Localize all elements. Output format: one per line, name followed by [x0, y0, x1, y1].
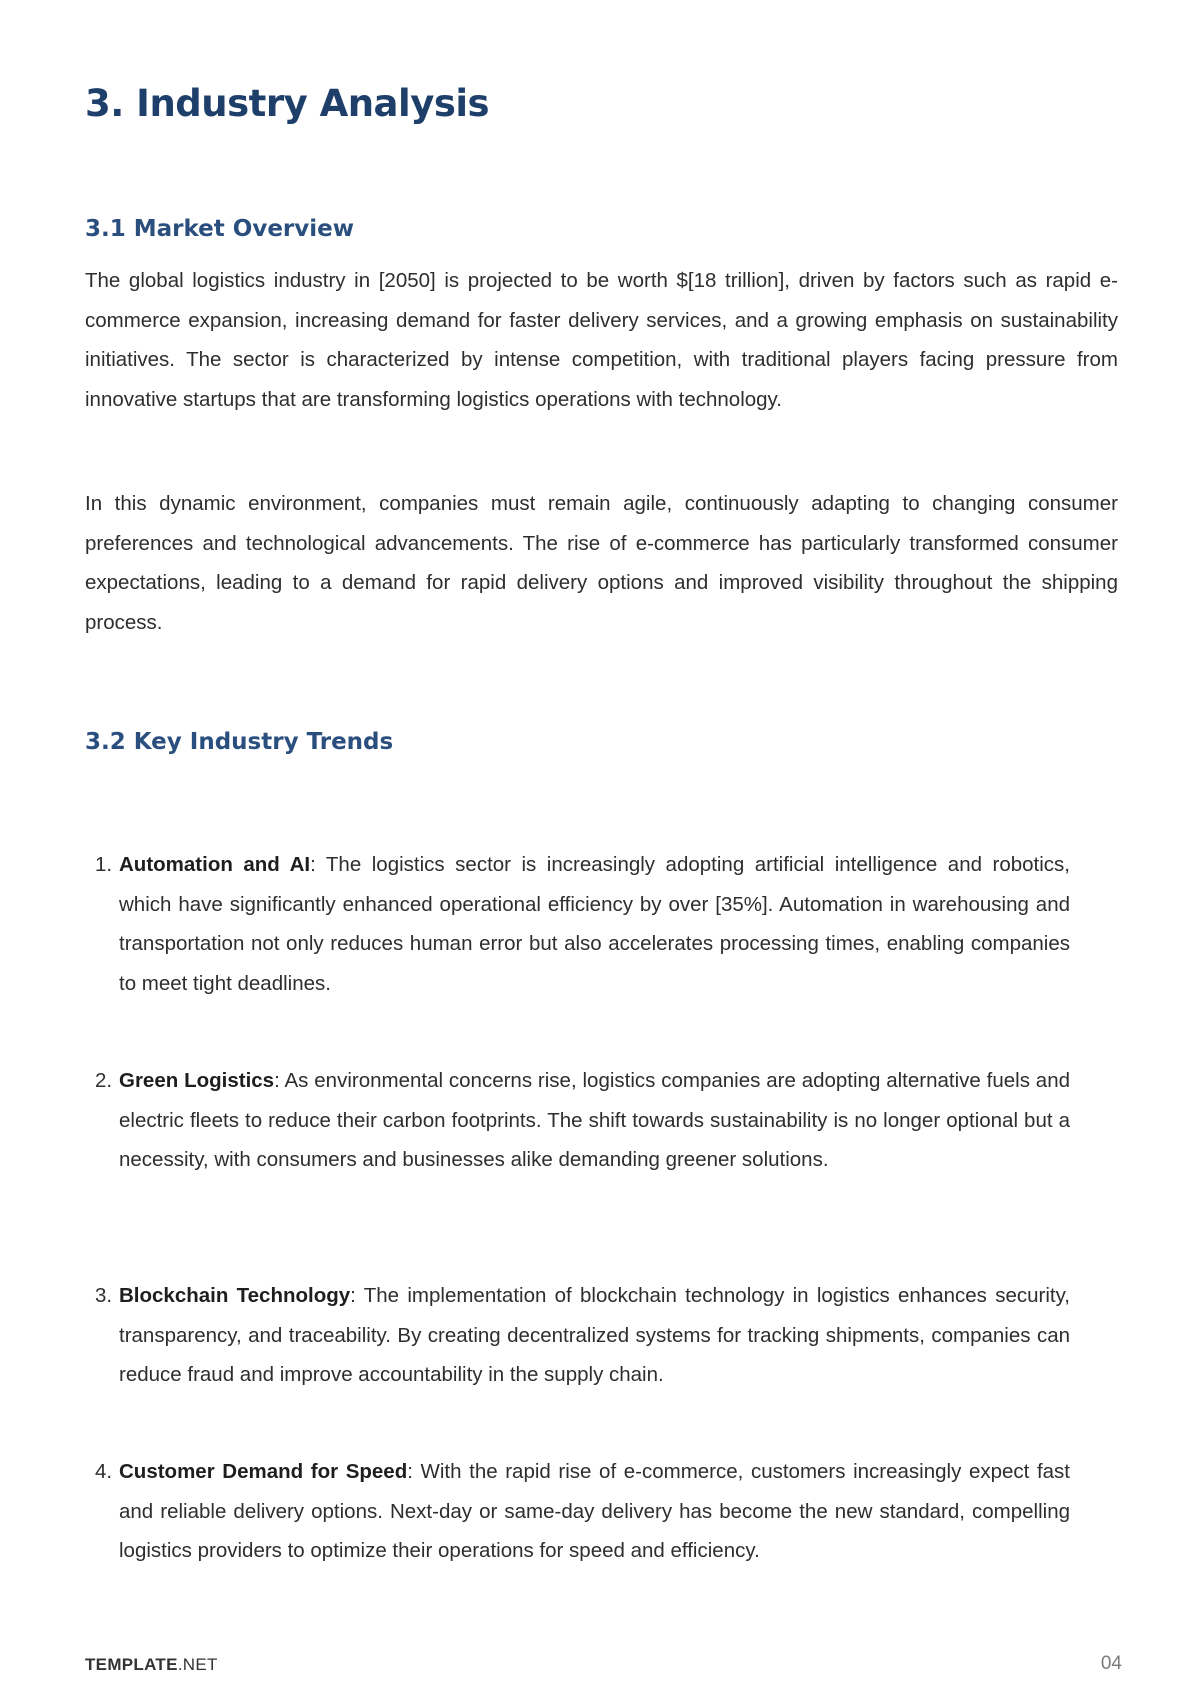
trend-text: : With the rapid rise of e-commerce, customers increasingly expect fast and reliable delivery options. Next-day or same-day delivery has become the new standard, compelling logistics providers to optimize their operations for speed and efficiency.	[119, 1460, 1070, 1562]
trend-number: 3.	[95, 1284, 113, 1307]
trend-number: 1.	[95, 853, 113, 876]
trend-term: Blockchain Technology	[119, 1284, 351, 1307]
brand-bold: TEMPLATE	[85, 1655, 178, 1674]
trend-number: 2.	[95, 1069, 113, 1092]
trend-body	[119, 1061, 1070, 1180]
trend-body	[119, 1276, 1070, 1395]
trend-number: 4.	[95, 1460, 113, 1483]
trend-list-item	[95, 845, 1070, 1003]
trend-list-item	[95, 1452, 1070, 1571]
footer-brand-logo	[85, 1655, 218, 1675]
market-overview-paragraph: In this dynamic environment, companies must remain agile, continuously adapting to changing consumer preferences and technological advancements. The rise of e-commerce has particularly transformed consumer expectations, leading to a demand for rapid delivery options and improved visibility throughout the shipping process.	[85, 492, 1118, 634]
page-number: 04	[1100, 1653, 1122, 1674]
brand-light: .NET	[177, 1655, 218, 1674]
key-trends-heading: 3.2 Key Industry Trends	[85, 729, 394, 755]
trend-list-item	[95, 1061, 1070, 1180]
trend-body	[119, 1452, 1070, 1571]
trend-text: : The implementation of blockchain technology in logistics enhances security, transparency, and traceability. By creating decentralized systems for tracking shipments, companies can reduce fraud and improve accountability in the supply chain.	[119, 1284, 1070, 1386]
trend-term: Automation and AI	[119, 853, 311, 876]
trend-body	[119, 845, 1070, 1003]
market-overview-heading: 3.1 Market Overview	[85, 216, 354, 242]
trend-text: : The logistics sector is increasingly adopting artificial intelligence and robotics, which have significantly enhanced operational efficiency by over [35%]. Automation in warehousing and transportation not only reduces human error but also accelerates processing times, enabling companies to meet tight deadlines.	[119, 853, 1070, 995]
trend-term: Green Logistics	[119, 1069, 275, 1092]
trend-term: Customer Demand for Speed	[119, 1460, 408, 1483]
trend-list-item	[95, 1276, 1070, 1395]
trend-text: : As environmental concerns rise, logistics companies are adopting alternative fuels and electric fleets to reduce their carbon footprints. The shift towards sustainability is no longer optional but a necessity, with consumers and businesses alike demanding greener solutions.	[119, 1069, 1070, 1171]
page-title: 3. Industry Analysis	[85, 82, 490, 125]
market-overview-paragraph: The global logistics industry in [2050] is projected to be worth $[18 trillion], driven by factors such as rapid e-commerce expansion, increasing demand for faster delivery services, and a growing emphasis on sustainability initiatives. The sector is characterized by intense competition, with traditional players facing pressure from innovative startups that are transforming logistics operations with technology.	[85, 269, 1118, 411]
